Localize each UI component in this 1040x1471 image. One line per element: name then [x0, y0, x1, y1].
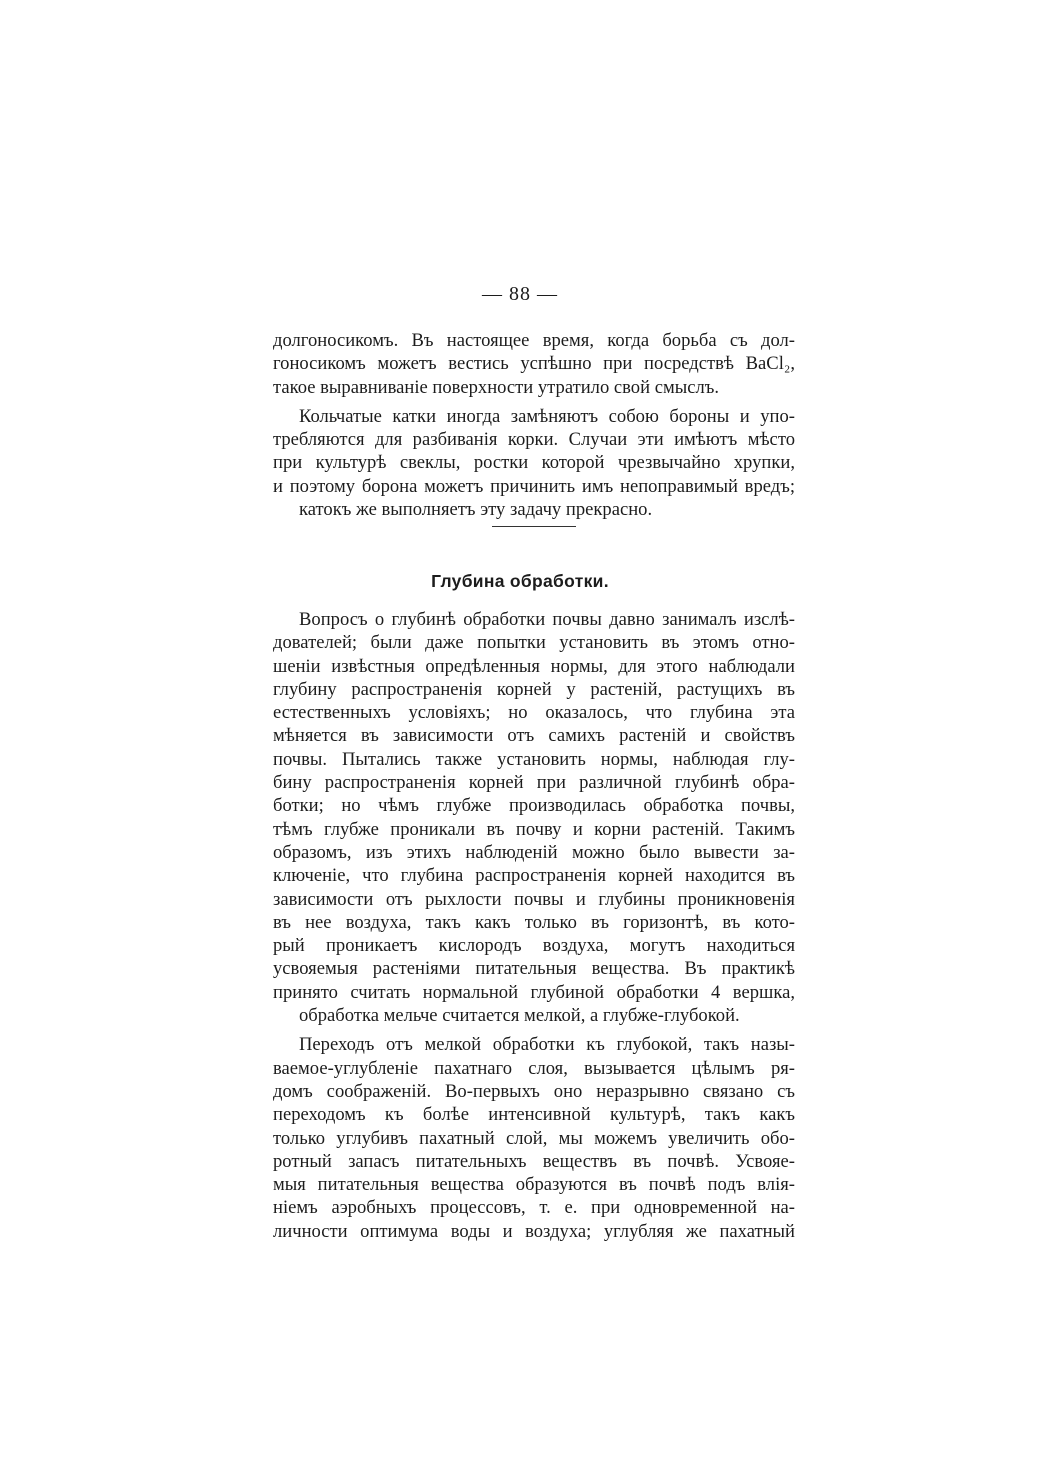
text-line: тѣмъ глубже проникали въ почву и корни растеній. Такимъ — [273, 818, 795, 840]
paragraph-2 — [273, 405, 795, 521]
section-1 — [273, 329, 795, 521]
text-line: домъ соображеній. Во-первыхъ оно неразрывно связано съ — [273, 1080, 795, 1102]
text-line: въ нее воздуха, такъ какъ только въ горизонтѣ, въ кото- — [273, 911, 795, 933]
text-line: и поэтому борона можетъ причинить имъ непоправимый вредъ; — [273, 475, 795, 497]
text-line: требляются для разбиванія корки. Случаи эти имѣютъ мѣсто — [273, 429, 795, 451]
text-line: гоносикомъ можетъ вестись успѣшно при посредствѣ BaCl₂, — [273, 353, 795, 375]
text-line: усвояемыя растеніями питательныя вещества. Въ практикѣ — [273, 958, 795, 980]
paragraph-1 — [273, 329, 795, 399]
text-line: Кольчатые катки иногда замѣняютъ собою бороны и упо- — [299, 405, 795, 427]
text-line: почвы. Пытались также установить нормы, наблюдая глу- — [273, 748, 795, 770]
text-line: ботки; но чѣмъ глубже производилась обработка почвы, — [273, 795, 795, 817]
section-heading: Глубина обработки. — [431, 571, 609, 591]
text-line: принято считать нормальной глубиной обработки 4 вершка, — [273, 981, 795, 1003]
text-line: мыя питательныя вещества образуются въ почвѣ подъ влія- — [273, 1174, 795, 1196]
text-line: естественныхъ условіяхъ; но оказалось, что глубина эта — [273, 702, 795, 724]
text-line: долгоносикомъ. Въ настоящее время, когда борьба съ дол- — [273, 330, 795, 351]
section-2 — [273, 608, 795, 1243]
text-line: шеніи извѣстныя опредѣленныя нормы, для этого наблюдали — [273, 655, 795, 677]
text-line: при культурѣ свеклы, ростки которой чрезвычайно хрупки, — [273, 452, 795, 474]
text-line: переходомъ къ болѣе интенсивной культурѣ, такъ какъ — [273, 1104, 795, 1126]
text-line: ротный запасъ питательныхъ веществъ въ почвѣ. Усвояе- — [273, 1150, 795, 1172]
text-line: личности оптимума воды и воздуха; углубляя же пахатный — [273, 1220, 795, 1242]
text-line: Переходъ отъ мелкой обработки къ глубокой, такъ назы- — [299, 1034, 795, 1056]
section-divider — [492, 526, 576, 527]
paragraph-4 — [273, 1033, 795, 1243]
text-line: бину распространенія корней при различной глубинѣ обра- — [273, 772, 795, 794]
text-line: такое выравниваніе поверхности утратило свой смыслъ. — [273, 376, 720, 398]
text-line: образомъ, изъ этихъ наблюденій можно было вывести за- — [273, 841, 795, 863]
text-line: ваемое-углубленіе пахатнаго слоя, вызывается цѣлымъ ря- — [273, 1057, 795, 1079]
text-line: зависимости отъ рыхлости почвы и глубины проникновенія — [273, 888, 795, 910]
text-line: рый проникаетъ кислородъ воздуха, могутъ находиться — [273, 935, 795, 957]
text-line: дователей; были даже попытки установить въ этомъ отно- — [273, 632, 795, 654]
page-number: — 88 — — [482, 283, 558, 305]
text-line: только углубивъ пахатный слой, мы можемъ увеличить обо- — [273, 1127, 795, 1149]
text-line: ключеніе, что глубина распространенія корней находится въ — [273, 865, 795, 887]
text-line: глубину распространенія корней у растеній, растущихъ въ — [273, 678, 795, 700]
text-line: Вопросъ о глубинѣ обработки почвы давно занималъ изслѣ- — [299, 609, 795, 630]
text-line: ніемъ аэробныхъ процессовъ, т. е. при одновременной на- — [273, 1197, 795, 1219]
paragraph-3 — [273, 608, 795, 1027]
text-line: мѣняется въ зависимости отъ самихъ растеній и свойствъ — [273, 725, 795, 747]
text-line: обработка мельче считается мелкой, а глубже-глубокой. — [299, 1005, 740, 1027]
text-line: катокъ же выполняетъ эту задачу прекрасно. — [299, 499, 653, 521]
